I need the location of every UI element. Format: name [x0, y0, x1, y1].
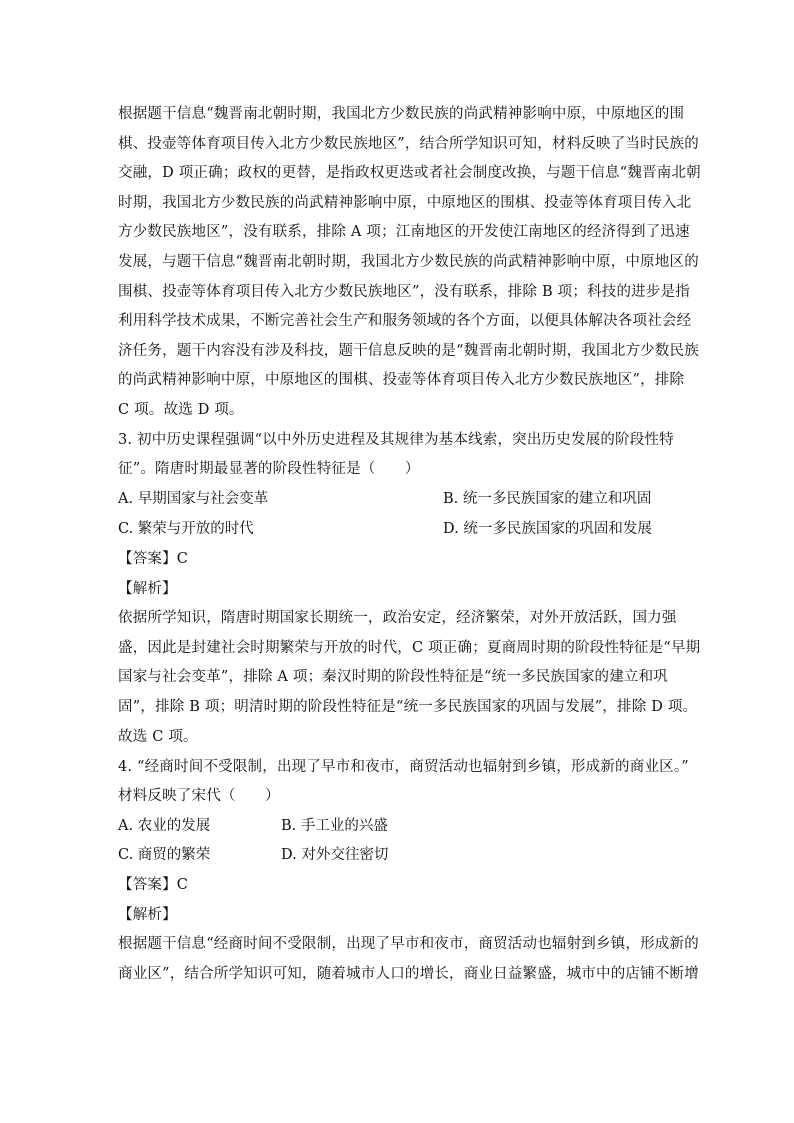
analysis-line: 棋、投壶等体育项目传入北方少数民族地区”，结合所学知识可知，材料反映了当时民族的	[118, 136, 699, 152]
q4-option-c: C. 商贸的繁荣	[118, 847, 211, 863]
q3-analysis-line: 故选 C 项。	[118, 729, 198, 745]
q3-analysis-label: 【解析】	[118, 581, 177, 597]
question-4-stem: 4. “经商时间不受限制，出现了早市和夜市，商贸活动也辐射到乡镇，形成新的商业区。”	[118, 759, 689, 775]
q4-analysis-line: 商业区”，结合所学知识可知，随着城市人口的增长，商业日益繁盛，城市中的店铺不断增	[118, 966, 699, 982]
q3-answer: 【答案】C	[118, 551, 189, 567]
analysis-line: 发展，与题干信息“魏晋南北朝时期，我国北方少数民族的尚武精神影响中原，中原地区的	[118, 254, 699, 270]
analysis-line: 根据题干信息“魏晋南北朝时期，我国北方少数民族的尚武精神影响中原，中原地区的围	[118, 106, 685, 122]
q3-option-b: B. 统一多民族国家的建立和巩固	[443, 491, 652, 507]
q4-analysis-line: 根据题干信息“经商时间不受限制，出现了早市和夜市，商贸活动也辐射到乡镇，形成新的	[118, 936, 699, 952]
q3-option-a: A. 早期国家与社会变革	[118, 491, 269, 507]
question-3-stem: 征”。隋唐时期最显著的阶段性特征是（ ）	[118, 461, 420, 477]
q3-analysis-line: 依据所学知识，隋唐时期国家长期统一，政治安定，经济繁荣，对外开放活跃，国力强	[118, 610, 677, 626]
analysis-line: C 项。故选 D 项。	[118, 402, 244, 418]
q3-analysis-line: 国家与社会变革”，排除 A 项；秦汉时期的阶段性特征是“统一多民族国家的建立和巩	[118, 669, 669, 685]
q4-analysis-label: 【解析】	[118, 907, 177, 923]
analysis-line: 济任务，题干内容没有涉及科技，题干信息反映的是“魏晋南北朝时期，我国北方少数民族	[118, 343, 699, 359]
q4-option-a: A. 农业的发展	[118, 818, 211, 834]
analysis-line: 交融，D 项正确；政权的更替，是指政权更迭或者社会制度改换，与题干信息“魏晋南北朝	[118, 165, 701, 181]
q4-option-b: B. 手工业的兴盛	[281, 818, 388, 834]
analysis-line: 利用科学技术成果，不断完善社会生产和服务领域的各个方面，以便具体解决各项社会经	[118, 313, 692, 329]
q3-option-c: C. 繁荣与开放的时代	[118, 521, 254, 537]
analysis-line: 的尚武精神影响中原，中原地区的围棋、投壶等体育项目传入北方少数民族地区”，排除	[118, 372, 685, 388]
question-4-stem: 材料反映了宋代（ ）	[118, 788, 280, 804]
q3-option-d: D. 统一多民族国家的巩固和发展	[443, 521, 652, 537]
analysis-line: 时期，我国北方少数民族的尚武精神影响中原，中原地区的围棋、投壶等体育项目传入北	[118, 195, 692, 211]
q4-answer: 【答案】C	[118, 877, 189, 893]
question-3-stem: 3. 初中历史课程强调“以中外历史进程及其规律为基本线索，突出历史发展的阶段性特	[118, 432, 674, 448]
q3-analysis-line: 盛，因此是封建社会时期繁荣与开放的时代，C 项正确；夏商周时期的阶段性特征是“早期	[118, 640, 701, 656]
analysis-line: 方少数民族地区”，没有联系，排除 A 项；江南地区的开发使江南地区的经济得到了迅速	[118, 224, 690, 240]
q4-option-d: D. 对外交往密切	[281, 847, 389, 863]
q3-analysis-line: 固”，排除 B 项；明清时期的阶段性特征是“统一多民族国家的巩固与发展”，排除 D 项。	[118, 699, 698, 715]
analysis-line: 围棋、投壶等体育项目传入北方少数民族地区”，没有联系，排除 B 项；科技的进步是指	[118, 284, 690, 300]
